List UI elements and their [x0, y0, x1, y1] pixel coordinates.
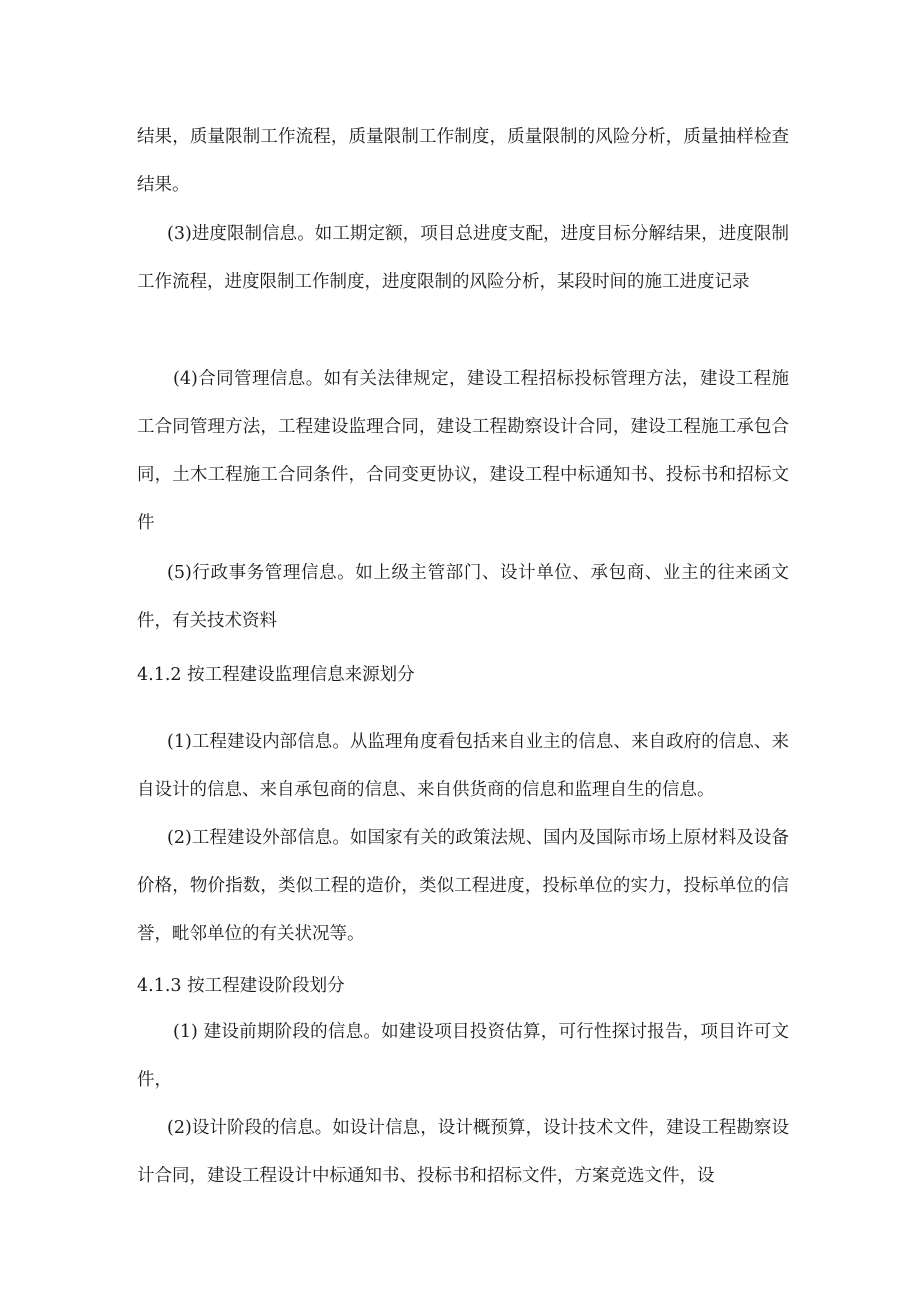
paragraph-contract-management: (4)合同管理信息。如有关法律规定，建设工程招标投标管理方法，建设工程施工合同管理方法，工程建设监理合同，建设工程勘察设计合同，建设工程施工承包合同，土木工程施工合同条件，合同变更协议，建设工程中标通知书、投标书和招标文件 [137, 369, 789, 533]
paragraph-schedule-control: (3)进度限制信息。如工期定额，项目总进度支配，进度目标分解结果，进度限制工作流程，进度限制工作制度，进度限制的风险分析，某段时间的施工进度记录 [137, 224, 789, 292]
paragraph-quality-control-end: 结果，质量限制工作流程，质量限制工作制度，质量限制的风险分析，质量抽样检查结果。 [137, 127, 789, 195]
paragraph-pre-construction-info: (1) 建设前期阶段的信息。如建设项目投资估算，可行性探讨报告，项目许可文件， [137, 1022, 789, 1090]
section-heading-4-1-2: 4.1.2 按工程建设监理信息来源划分 [137, 665, 415, 685]
paragraph-administrative-affairs: (5)行政事务管理信息。如上级主管部门、设计单位、承包商、业主的往来函文件，有关技术资料 [137, 563, 789, 631]
paragraph-internal-info: (1)工程建设内部信息。从监理角度看包括来自业主的信息、来自政府的信息、来自设计的信息、来自承包商的信息、来自供货商的信息和监理自生的信息。 [137, 732, 789, 800]
paragraph-design-stage-info: (2)设计阶段的信息。如设计信息，设计概预算，设计技术文件，建设工程勘察设计合同，建设工程设计中标通知书、投标书和招标文件，方案竞选文件，设 [137, 1118, 789, 1186]
section-heading-4-1-3: 4.1.3 按工程建设阶段划分 [137, 976, 345, 996]
paragraph-external-info: (2)工程建设外部信息。如国家有关的政策法规、国内及国际市场上原材料及设备价格，物价指数，类似工程的造价，类似工程进度，投标单位的实力，投标单位的信誉，毗邻单位的有关状况等。 [137, 828, 789, 944]
